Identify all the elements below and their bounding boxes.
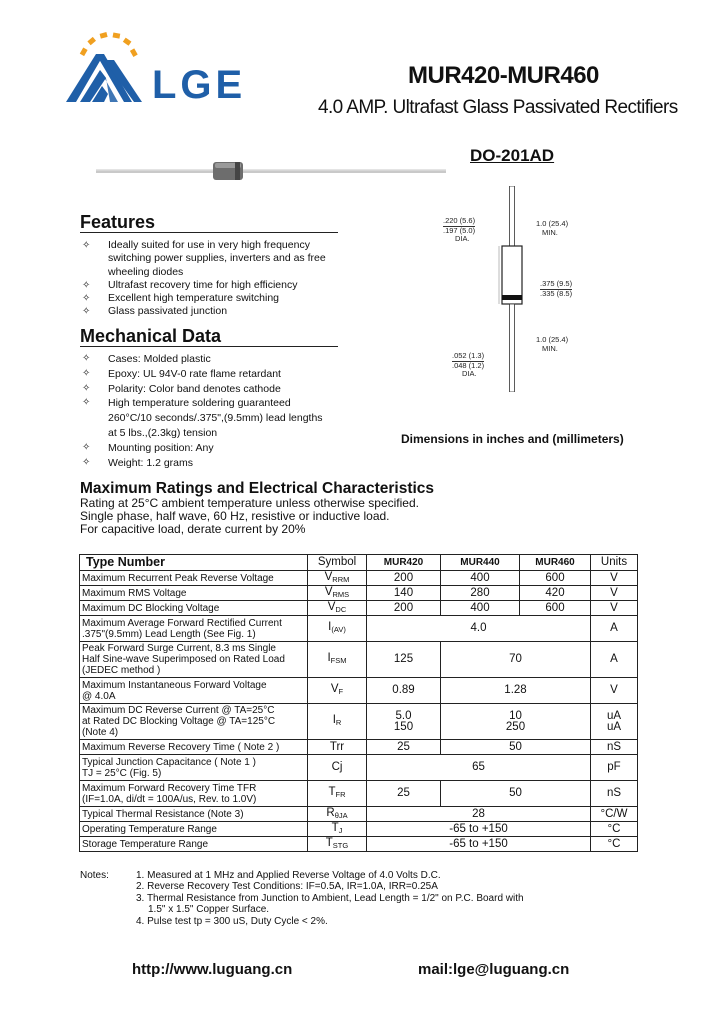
ratings-conditions: Rating at 25°C ambient temperature unless otherwise specified. Single phase, half wave, 60 Hz, resistive or inductive load. For capacitive load, derate current by 20%	[80, 496, 419, 536]
header-mur440: MUR440	[441, 555, 520, 571]
unit-cell: A	[591, 616, 638, 642]
page-title: MUR420-MUR460	[408, 62, 599, 89]
value-cell-all: -65 to +150	[367, 822, 591, 837]
email-link[interactable]: mail:lge@luguang.cn	[418, 961, 570, 978]
notes-list	[136, 870, 524, 927]
symbol-cell: $R_{\theta JA}$	[308, 807, 367, 822]
table-row	[80, 837, 638, 852]
symbol-cell: $I_{(AV)}$	[308, 616, 367, 642]
value-cell-mur420: 0.89	[367, 678, 441, 704]
param-cell: Maximum Reverse Recovery Time ( Note 2 )	[80, 740, 308, 755]
param-cell: Typical Junction Capacitance ( Note 1 ) TJ = 25°C (Fig. 5)	[80, 755, 308, 781]
features-heading: Features	[80, 212, 156, 232]
list-item: ✧ Polarity: Color band denotes cathode	[80, 382, 380, 397]
page-subtitle: 4.0 AMP. Ultrafast Glass Passivated Rectifiers	[318, 97, 678, 118]
symbol-cell: $T_{STG}$	[308, 837, 367, 852]
list-item: 260°C/10 seconds/.375",(9.5mm) lead lengths	[108, 412, 323, 425]
table-row	[80, 740, 638, 755]
symbol-cell: $V_F$	[308, 678, 367, 704]
note-item: 1.5" x 1.5" Copper Surface.	[148, 904, 270, 916]
mechanical-rule	[80, 346, 338, 347]
notes-label: Notes:	[80, 870, 109, 881]
value-cell-mur420: 140	[367, 586, 441, 601]
list-item: ✧ Ultrafast recovery time for high efficiency	[80, 279, 380, 292]
unit-cell: pF	[591, 755, 638, 781]
list-item: ✧ Excellent high temperature switching	[80, 292, 380, 305]
list-item: at 5 lbs.,(2.3kg) tension	[108, 426, 218, 439]
unit-cell: °C/W	[591, 807, 638, 822]
bottom-lead-length-label: 1.0 (25.4) MIN.	[536, 335, 569, 353]
list-item: ✧ Weight: 1.2 grams	[80, 456, 380, 471]
dimensions-caption: Dimensions in inches and (millimeters)	[401, 432, 624, 446]
website-link[interactable]: http://www.luguang.cn	[132, 961, 293, 978]
value-cell-mur440: 400	[441, 571, 520, 586]
value-cell-all: 28	[367, 807, 591, 822]
table-row	[80, 807, 638, 822]
top-lead-length-label: 1.0 (25.4) MIN.	[536, 219, 569, 237]
unit-cell: A	[591, 642, 638, 678]
value-cell-mur460: 600	[520, 601, 591, 616]
dimension-drawing	[490, 186, 530, 392]
ratings-table	[79, 554, 638, 852]
package-name: DO-201AD	[470, 146, 555, 165]
body-length-label: .375 (9.5) .335 (8.5)	[540, 279, 573, 298]
value-cell-mur440: 400	[441, 601, 520, 616]
body-diameter-label: .220 (5.6) .197 (5.0) DIA.	[443, 216, 476, 243]
param-cell: Maximum Instantaneous Forward Voltage @ 4.0A	[80, 678, 308, 704]
table-row	[80, 601, 638, 616]
unit-cell: nS	[591, 740, 638, 755]
param-cell: Operating Temperature Range	[80, 822, 308, 837]
mechanical-heading: Mechanical Data	[80, 326, 222, 346]
lge-logo-mark	[66, 30, 152, 106]
symbol-cell: $V_{DC}$	[308, 601, 367, 616]
value-cell-mur440-460: 10 250	[441, 704, 591, 740]
symbol-cell: $T_{FR}$	[308, 781, 367, 807]
features-rule	[80, 232, 338, 233]
note-item: 2. Reverse Recovery Test Conditions: IF=0.5A, IR=1.0A, IRR=0.25A	[136, 881, 438, 893]
header-type-number: Type Number	[80, 555, 308, 571]
header-mur460: MUR460	[520, 555, 591, 571]
note-item: 3. Thermal Resistance from Junction to Ambient, Lead Length = 1/2" on P.C. Board with	[136, 892, 524, 904]
param-cell: Maximum DC Reverse Current @ TA=25°C at Rated DC Blocking Voltage @ TA=125°C (Note 4)	[80, 704, 308, 740]
param-cell: Maximum Average Forward Rectified Current .375"(9.5mm) Lead Length (See Fig. 1)	[80, 616, 308, 642]
value-cell-mur420: 200	[367, 601, 441, 616]
param-cell: Storage Temperature Range	[80, 837, 308, 852]
symbol-cell: $I_R$	[308, 704, 367, 740]
value-cell-mur440: 280	[441, 586, 520, 601]
note-item: 1. Measured at 1 MHz and Applied Reverse Voltage of 4.0 Volts D.C.	[136, 870, 441, 881]
unit-cell: V	[591, 601, 638, 616]
unit-cell: nS	[591, 781, 638, 807]
param-cell: Maximum Recurrent Peak Reverse Voltage	[80, 571, 308, 586]
list-item: ✧ Cases: Molded plastic	[80, 352, 380, 367]
value-cell-mur420: 125	[367, 642, 441, 678]
param-cell: Maximum Forward Recovery Time TFR (IF=1.0A, di/dt = 100A/us, Rev. to 1.0V)	[80, 781, 308, 807]
param-cell: Maximum DC Blocking Voltage	[80, 601, 308, 616]
table-row	[80, 642, 638, 678]
value-cell-mur420: 200	[367, 571, 441, 586]
symbol-cell: Cj	[308, 755, 367, 781]
unit-cell: V	[591, 571, 638, 586]
table-header-row	[80, 555, 638, 571]
table-row	[80, 616, 638, 642]
value-cell-mur460: 420	[520, 586, 591, 601]
note-item: 4. Pulse test tp = 300 uS, Duty Cycle < 2%.	[136, 915, 328, 927]
symbol-cell: Trr	[308, 740, 367, 755]
sun-rays-icon	[80, 32, 138, 57]
value-cell-mur440-460: 50	[441, 740, 591, 755]
brand-name: LGE	[152, 63, 247, 107]
symbol-cell: $T_J$	[308, 822, 367, 837]
list-item: ✧ Epoxy: UL 94V-0 rate flame retardant	[80, 367, 380, 382]
value-cell-all: 4.0	[367, 616, 591, 642]
symbol-cell: $I_{FSM}$	[308, 642, 367, 678]
param-cell: Typical Thermal Resistance (Note 3)	[80, 807, 308, 822]
symbol-cell: $V_{RMS}$	[308, 586, 367, 601]
header-mur420: MUR420	[367, 555, 441, 571]
value-cell-mur460: 600	[520, 571, 591, 586]
list-item: switching power supplies, inverters and as free	[108, 252, 326, 265]
ratings-heading: Maximum Ratings and Electrical Characteristics	[80, 480, 435, 497]
table-row	[80, 586, 638, 601]
mechanical-list	[80, 352, 380, 470]
table-row	[80, 822, 638, 837]
table-row	[80, 781, 638, 807]
unit-cell: °C	[591, 837, 638, 852]
diode-photo-illustration	[96, 160, 446, 182]
list-item: ✧ Ideally suited for use in very high frequency	[80, 239, 380, 252]
table-row	[80, 755, 638, 781]
value-cell-mur440-460: 50	[441, 781, 591, 807]
lead-diameter-label: .052 (1.3) .048 (1.2) DIA.	[452, 351, 485, 378]
param-cell: Maximum RMS Voltage	[80, 586, 308, 601]
value-cell-all: 65	[367, 755, 591, 781]
param-cell: Peak Forward Surge Current, 8.3 ms Single Half Sine-wave Superimposed on Rated Load (JEDEC method )	[80, 642, 308, 678]
value-cell-mur440-460: 1.28	[441, 678, 591, 704]
list-item: ✧ High temperature soldering guaranteed	[80, 396, 380, 411]
value-cell-all: -65 to +150	[367, 837, 591, 852]
table-row	[80, 704, 638, 740]
unit-cell: V	[591, 586, 638, 601]
value-cell-mur420: 25	[367, 740, 441, 755]
table-row	[80, 571, 638, 586]
value-cell-mur420: 25	[367, 781, 441, 807]
value-cell-mur420: 5.0 150	[367, 704, 441, 740]
list-item: ✧ Mounting position: Any	[80, 441, 380, 456]
unit-cell: V	[591, 678, 638, 704]
value-cell-mur440-460: 70	[441, 642, 591, 678]
list-item: ✧ Glass passivated junction	[80, 305, 380, 318]
header-units: Units	[591, 555, 638, 571]
header-symbol: Symbol	[308, 555, 367, 571]
table-row	[80, 678, 638, 704]
list-item: wheeling diodes	[108, 265, 184, 278]
symbol-cell: $V_{RRM}$	[308, 571, 367, 586]
features-list	[80, 239, 380, 319]
unit-cell: uA uA	[591, 704, 638, 740]
unit-cell: °C	[591, 822, 638, 837]
